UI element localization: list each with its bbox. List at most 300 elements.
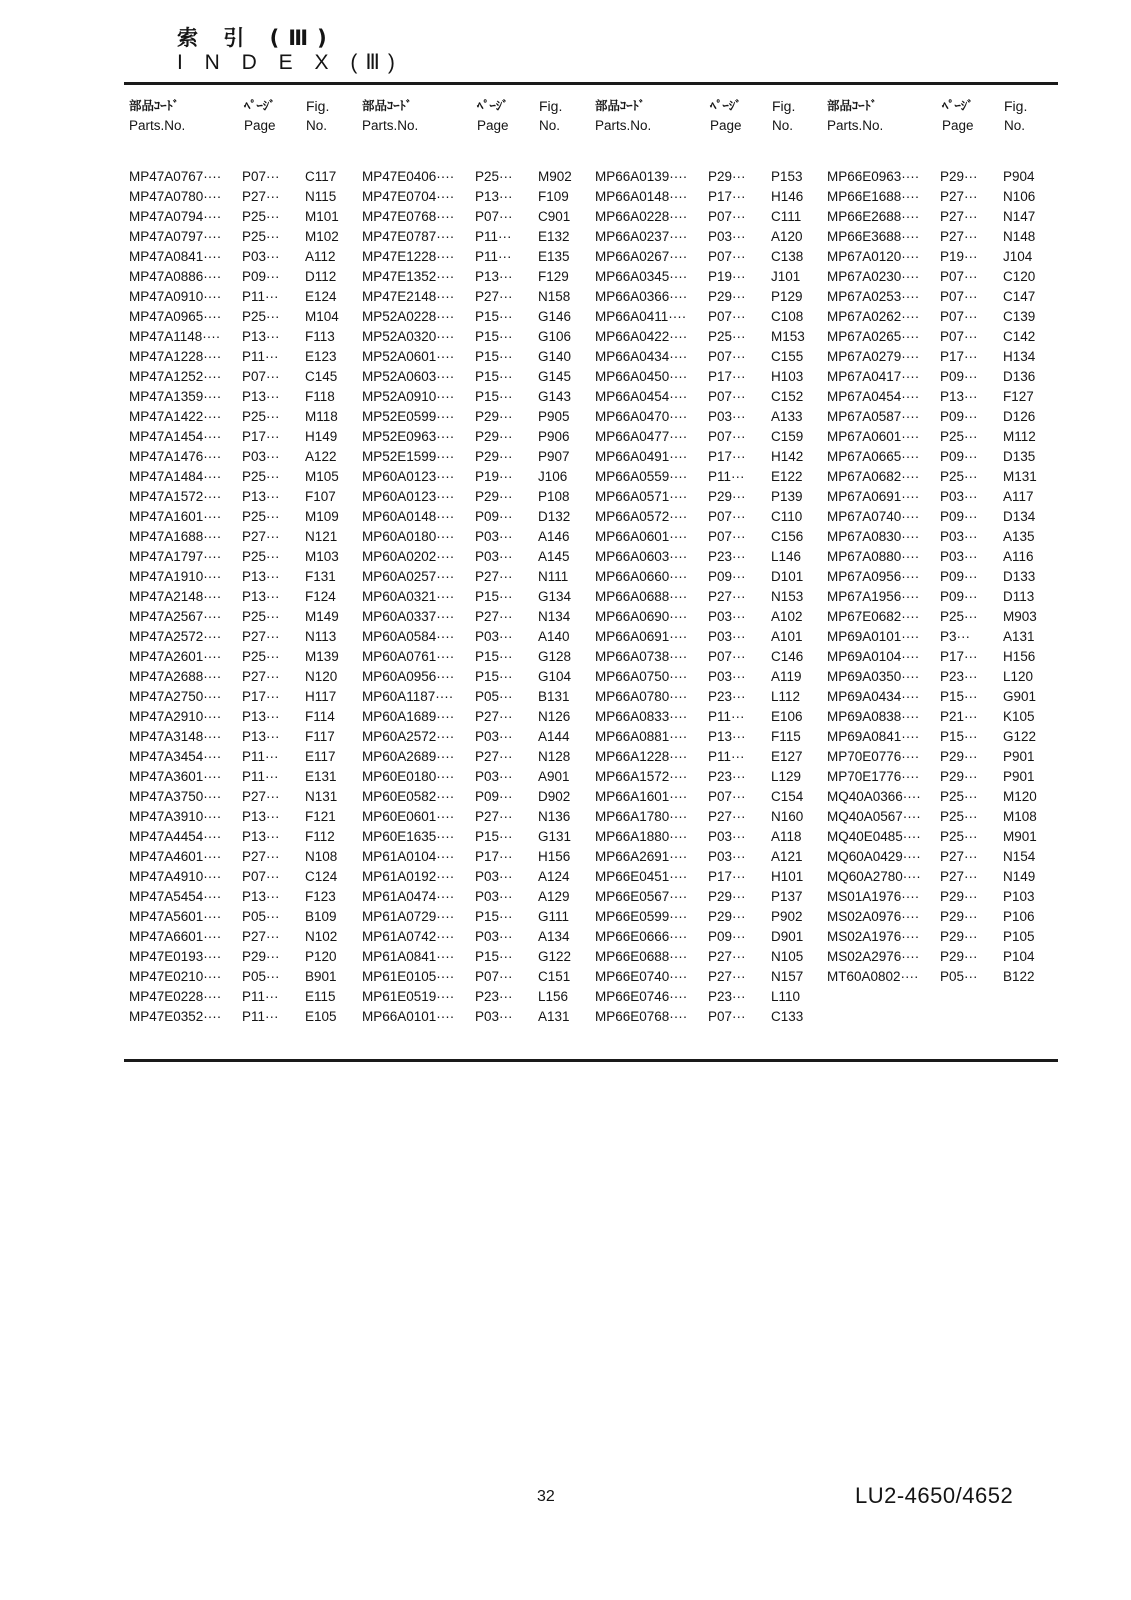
page-ref: P25··· <box>475 169 513 184</box>
page-ref: P23··· <box>708 689 746 704</box>
fig-ref: N126 <box>538 709 571 724</box>
fig-ref: C901 <box>538 209 571 224</box>
fig-ref: D126 <box>1003 409 1036 424</box>
fig-ref: P120 <box>305 949 337 964</box>
page-ref: P25··· <box>242 409 280 424</box>
fig-ref: F109 <box>538 189 569 204</box>
part-number: MP69A0434···· <box>827 689 920 704</box>
part-number: MP61E0105···· <box>362 969 455 984</box>
page-ref: P07··· <box>708 349 746 364</box>
fig-ref: A129 <box>538 889 570 904</box>
page-header <box>177 26 403 75</box>
page-ref: P11··· <box>708 469 745 484</box>
page-ref: P03··· <box>940 529 978 544</box>
part-number: MP47A2910···· <box>129 709 222 724</box>
page-ref: P03··· <box>708 829 746 844</box>
fig-ref: A116 <box>1003 549 1034 564</box>
part-number: MP47A1484···· <box>129 469 222 484</box>
part-number: MP47E1352···· <box>362 269 455 284</box>
page-ref: P25··· <box>242 649 280 664</box>
fig-ref: F129 <box>538 269 569 284</box>
page-ref: P09··· <box>475 789 513 804</box>
fig-ref: A133 <box>771 409 803 424</box>
part-number: MP66E3688···· <box>827 229 920 244</box>
fig-ref: A117 <box>1003 489 1034 504</box>
page-ref: P17··· <box>708 449 746 464</box>
top-rule <box>124 82 1058 85</box>
page-header-en: Page <box>942 118 974 133</box>
fig-ref: M153 <box>771 329 805 344</box>
fig-ref: P104 <box>1003 949 1035 964</box>
page-header-en: Page <box>477 118 509 133</box>
page-header-jp: ﾍﾟｰｼﾞ <box>942 98 974 113</box>
fig-ref: B901 <box>305 969 337 984</box>
page-ref: P13··· <box>242 489 280 504</box>
part-number: MP66A0345···· <box>595 269 688 284</box>
page-ref: P27··· <box>242 669 280 684</box>
page-ref: P15··· <box>475 589 513 604</box>
part-number: MP66A0572···· <box>595 509 688 524</box>
page-ref: P27··· <box>708 589 746 604</box>
fig-ref: E115 <box>305 989 336 1004</box>
part-number: MP66A0148···· <box>595 189 688 204</box>
fig-ref: E106 <box>771 709 803 724</box>
fig-ref: C146 <box>771 649 804 664</box>
part-number: MP47A6601···· <box>129 929 222 944</box>
fig-ref: N134 <box>538 609 571 624</box>
fig-ref: A101 <box>771 629 803 644</box>
fig-ref: G122 <box>1003 729 1037 744</box>
page-ref: P09··· <box>940 449 978 464</box>
page-ref: P03··· <box>708 669 746 684</box>
part-number: MP66A0559···· <box>595 469 688 484</box>
part-number: MP60A0123···· <box>362 489 455 504</box>
part-number: MP47A0965···· <box>129 309 222 324</box>
fig-ref: N158 <box>538 289 571 304</box>
part-number: MP47A3910···· <box>129 809 222 824</box>
part-number: MP67A0587···· <box>827 409 920 424</box>
part-number: MP66A0691···· <box>595 629 688 644</box>
page-ref: P13··· <box>242 329 280 344</box>
part-number: MQ40A0366···· <box>827 789 921 804</box>
fig-ref: N102 <box>305 929 338 944</box>
fig-ref: N113 <box>305 629 337 644</box>
page-ref: P07··· <box>708 389 746 404</box>
page-ref: P15··· <box>475 389 513 404</box>
fig-ref: G104 <box>538 669 572 684</box>
page-ref: P07··· <box>940 289 978 304</box>
fig-ref: D134 <box>1003 509 1036 524</box>
fig-ref: N120 <box>305 669 338 684</box>
page-ref: P07··· <box>708 209 746 224</box>
bottom-rule <box>124 1059 1058 1062</box>
page-ref: P27··· <box>475 289 513 304</box>
fig-ref: N147 <box>1003 209 1036 224</box>
fig-ref: F114 <box>305 709 335 724</box>
page-ref: P07··· <box>242 169 280 184</box>
page-ref: P25··· <box>242 229 280 244</box>
page-ref: P29··· <box>940 929 978 944</box>
fig-ref: A134 <box>538 929 570 944</box>
fig-ref: E131 <box>305 769 337 784</box>
part-number: MP67A0262···· <box>827 309 920 324</box>
fig-ref: A122 <box>305 449 337 464</box>
part-number: MP66A0237···· <box>595 229 688 244</box>
page-ref: P03··· <box>708 609 746 624</box>
page-ref: P11··· <box>708 709 745 724</box>
parts-header-en: Parts.No. <box>595 118 652 133</box>
fig-ref: N121 <box>305 529 338 544</box>
part-number: MP52A0603···· <box>362 369 455 384</box>
fig-ref: L129 <box>771 769 802 784</box>
part-number: MP47A5454···· <box>129 889 222 904</box>
page-ref: P15··· <box>940 729 978 744</box>
page-ref: P11··· <box>242 1009 279 1024</box>
fig-ref: L120 <box>1003 669 1034 684</box>
part-number: MP47A0780···· <box>129 189 222 204</box>
part-number: MP61A0742···· <box>362 929 455 944</box>
fig-ref: F112 <box>305 829 335 844</box>
part-number: MP67A0956···· <box>827 569 920 584</box>
part-number: MP60A2572···· <box>362 729 455 744</box>
fig-ref: M149 <box>305 609 339 624</box>
fig-ref: K105 <box>1003 709 1035 724</box>
fig-ref: D136 <box>1003 369 1036 384</box>
fig-ref: N160 <box>771 809 804 824</box>
fig-ref: N105 <box>771 949 804 964</box>
fig-ref: D902 <box>538 789 571 804</box>
part-number: MP67A0682···· <box>827 469 920 484</box>
page-ref: P19··· <box>940 249 978 264</box>
fig-ref: A119 <box>771 669 802 684</box>
fig-ref: M105 <box>305 469 339 484</box>
part-number: MP52A0228···· <box>362 309 455 324</box>
part-number: MP47A3750···· <box>129 789 222 804</box>
fig-ref: P153 <box>771 169 803 184</box>
page-ref: P03··· <box>242 449 280 464</box>
page-ref: P03··· <box>475 729 513 744</box>
fig-ref: A144 <box>538 729 570 744</box>
fig-ref: H156 <box>538 849 571 864</box>
fig-ref: P137 <box>771 889 803 904</box>
fig-header-en: No. <box>539 118 561 133</box>
part-number: MP69A0838···· <box>827 709 920 724</box>
part-number: MP67A0230···· <box>827 269 920 284</box>
part-number: MP47A1454···· <box>129 429 222 444</box>
page-header-en: Page <box>244 118 276 133</box>
page-ref: P25··· <box>242 469 280 484</box>
fig-ref: G111 <box>538 909 570 924</box>
part-number: MP66A1228···· <box>595 749 688 764</box>
fig-ref: P902 <box>771 909 803 924</box>
fig-ref: E105 <box>305 1009 337 1024</box>
part-number: MP60A0321···· <box>362 589 455 604</box>
fig-ref: G128 <box>538 649 572 664</box>
part-number: MS02A1976···· <box>827 929 920 944</box>
part-number: MP66A1780···· <box>595 809 688 824</box>
part-number: MP66E0740···· <box>595 969 688 984</box>
page-ref: P29··· <box>940 769 978 784</box>
fig-ref: N153 <box>771 589 804 604</box>
page-ref: P07··· <box>708 309 746 324</box>
part-number: MP52E0599···· <box>362 409 455 424</box>
part-number: MP47A1422···· <box>129 409 222 424</box>
fig-ref: H146 <box>771 189 804 204</box>
fig-ref: J101 <box>771 269 801 284</box>
page-ref: P07··· <box>242 369 280 384</box>
page-ref: P25··· <box>940 809 978 824</box>
part-number: MP70E0776···· <box>827 749 920 764</box>
page-ref: P29··· <box>475 409 513 424</box>
page-ref: P17··· <box>940 649 978 664</box>
fig-ref: C152 <box>771 389 804 404</box>
part-number: MP60A0202···· <box>362 549 455 564</box>
page-ref: P29··· <box>708 289 746 304</box>
page-ref: P27··· <box>242 789 280 804</box>
part-number: MP47A1359···· <box>129 389 222 404</box>
fig-ref: P139 <box>771 489 803 504</box>
fig-ref: D113 <box>1003 589 1035 604</box>
fig-ref: A135 <box>1003 529 1035 544</box>
part-number: MP47A2567···· <box>129 609 222 624</box>
fig-ref: E135 <box>538 249 570 264</box>
part-number: MP47E2148···· <box>362 289 455 304</box>
page-ref: P09··· <box>708 929 746 944</box>
fig-ref: P907 <box>538 449 570 464</box>
page-ref: P27··· <box>940 229 978 244</box>
column-header <box>595 95 827 145</box>
page-ref: P25··· <box>242 209 280 224</box>
parts-header-en: Parts.No. <box>129 118 186 133</box>
part-number: MP66A1601···· <box>595 789 688 804</box>
part-number: MP66A1572···· <box>595 769 688 784</box>
part-number: MP66A0477···· <box>595 429 688 444</box>
page-ref: P27··· <box>940 869 978 884</box>
page-ref: P29··· <box>940 909 978 924</box>
fig-ref: F117 <box>305 729 335 744</box>
part-number: MP66A0780···· <box>595 689 688 704</box>
part-number: MP67A0279···· <box>827 349 920 364</box>
part-number: MP47A0910···· <box>129 289 222 304</box>
part-number: MP66A0601···· <box>595 529 688 544</box>
index-column-3 <box>595 95 827 1024</box>
fig-ref: E123 <box>305 349 337 364</box>
fig-ref: P106 <box>1003 909 1035 924</box>
part-number: MP66E1688···· <box>827 189 920 204</box>
index-column-4 <box>827 95 1059 984</box>
page-ref: P07··· <box>475 209 513 224</box>
part-number: MP60A0956···· <box>362 669 455 684</box>
fig-ref: L146 <box>771 549 802 564</box>
page-ref: P15··· <box>475 349 513 364</box>
fig-ref: M104 <box>305 309 339 324</box>
part-number: MP60A0337···· <box>362 609 455 624</box>
part-number: MP69A0841···· <box>827 729 920 744</box>
column-header <box>129 95 361 145</box>
page-ref: P27··· <box>475 709 513 724</box>
fig-ref: N131 <box>305 789 338 804</box>
part-number: MP67A0740···· <box>827 509 920 524</box>
part-number: MP47A1572···· <box>129 489 222 504</box>
fig-ref: P906 <box>538 429 570 444</box>
parts-header-jp: 部品ｺｰﾄﾞ <box>362 98 413 113</box>
page-ref: P03··· <box>475 529 513 544</box>
page-ref: P09··· <box>242 269 280 284</box>
page-ref: P23··· <box>708 769 746 784</box>
fig-ref: G134 <box>538 589 572 604</box>
fig-ref: P901 <box>1003 749 1035 764</box>
part-number: MP70E1776···· <box>827 769 920 784</box>
page-ref: P17··· <box>242 689 280 704</box>
fig-ref: C145 <box>305 369 338 384</box>
page-ref: P09··· <box>475 509 513 524</box>
fig-ref: M903 <box>1003 609 1037 624</box>
page-ref: P29··· <box>708 489 746 504</box>
fig-ref: C110 <box>771 509 803 524</box>
part-number: MP66A0491···· <box>595 449 688 464</box>
page-ref: P27··· <box>475 569 513 584</box>
fig-header-jp: Fig. <box>306 98 330 114</box>
part-number: MP60A0761···· <box>362 649 455 664</box>
part-number: MP67A0691···· <box>827 489 920 504</box>
page-ref: P09··· <box>940 589 978 604</box>
fig-ref: C154 <box>771 789 804 804</box>
part-number: MP61A0192···· <box>362 869 455 884</box>
page-ref: P25··· <box>242 609 280 624</box>
part-number: MP66A0450···· <box>595 369 688 384</box>
fig-ref: M108 <box>1003 809 1037 824</box>
fig-ref: F118 <box>305 389 335 404</box>
page-ref: P23··· <box>475 989 513 1004</box>
page-ref: P25··· <box>242 549 280 564</box>
page-ref: P27··· <box>242 929 280 944</box>
fig-ref: M101 <box>305 209 339 224</box>
part-number: MP47A1476···· <box>129 449 222 464</box>
page-ref: P29··· <box>940 949 978 964</box>
page-ref: P03··· <box>475 629 513 644</box>
part-number: MP66A0228···· <box>595 209 688 224</box>
page-header-jp: ﾍﾟｰｼﾞ <box>477 98 509 113</box>
page-header-jp: ﾍﾟｰｼﾞ <box>244 98 276 113</box>
fig-ref: C120 <box>1003 269 1036 284</box>
page-ref: P11··· <box>242 989 279 1004</box>
page-ref: P13··· <box>242 829 280 844</box>
fig-ref: F121 <box>305 809 336 824</box>
part-number: MP69A0104···· <box>827 649 920 664</box>
fig-ref: P901 <box>1003 769 1035 784</box>
fig-ref: F113 <box>305 329 335 344</box>
page-ref: P15··· <box>475 949 513 964</box>
page-ref: P03··· <box>475 769 513 784</box>
part-number: MP66A0454···· <box>595 389 688 404</box>
page-ref: P29··· <box>940 889 978 904</box>
fig-ref: C147 <box>1003 289 1036 304</box>
page-ref: P07··· <box>708 529 746 544</box>
fig-ref: D112 <box>305 269 337 284</box>
fig-header-jp: Fig. <box>539 98 563 114</box>
fig-ref: D135 <box>1003 449 1036 464</box>
fig-ref: M120 <box>1003 789 1037 804</box>
fig-ref: A131 <box>538 1009 570 1024</box>
part-number: MP60E1635···· <box>362 829 455 844</box>
fig-ref: H156 <box>1003 649 1036 664</box>
page-ref: P11··· <box>475 249 512 264</box>
part-number: MP47A2601···· <box>129 649 222 664</box>
fig-ref: A120 <box>771 229 803 244</box>
parts-header-jp: 部品ｺｰﾄﾞ <box>827 98 878 113</box>
fig-header-en: No. <box>306 118 328 133</box>
fig-ref: P904 <box>1003 169 1035 184</box>
parts-header-jp: 部品ｺｰﾄﾞ <box>595 98 646 113</box>
page-ref: P29··· <box>940 749 978 764</box>
part-number: MP47A0797···· <box>129 229 222 244</box>
page-number: 32 <box>537 1488 555 1505</box>
page-ref: P13··· <box>940 389 978 404</box>
page-ref: P17··· <box>940 349 978 364</box>
page-ref: P13··· <box>242 569 280 584</box>
part-number: MP66A0267···· <box>595 249 688 264</box>
page-ref: P03··· <box>242 249 280 264</box>
fig-ref: D101 <box>771 569 804 584</box>
part-number: MP47A2688···· <box>129 669 222 684</box>
fig-ref: H142 <box>771 449 804 464</box>
part-number: MP66A0881···· <box>595 729 688 744</box>
fig-ref: M902 <box>538 169 572 184</box>
page-ref: P21··· <box>940 709 978 724</box>
fig-ref: G140 <box>538 349 572 364</box>
page-ref: P13··· <box>242 889 280 904</box>
fig-ref: A124 <box>538 869 570 884</box>
page-ref: P27··· <box>475 609 513 624</box>
page-ref: P07··· <box>940 269 978 284</box>
part-number: MP47A1797···· <box>129 549 222 564</box>
parts-header-jp: 部品ｺｰﾄﾞ <box>129 98 180 113</box>
page-ref: P07··· <box>708 429 746 444</box>
page-ref: P09··· <box>708 569 746 584</box>
part-number: MP66E0688···· <box>595 949 688 964</box>
fig-ref: A901 <box>538 769 570 784</box>
page-ref: P27··· <box>708 809 746 824</box>
fig-ref: M103 <box>305 549 339 564</box>
page-header-en: Page <box>710 118 742 133</box>
page-ref: P27··· <box>940 849 978 864</box>
fig-ref: C142 <box>1003 329 1036 344</box>
part-number: MP60E0180···· <box>362 769 455 784</box>
page-ref: P15··· <box>475 309 513 324</box>
fig-ref: P103 <box>1003 889 1035 904</box>
fig-ref: H117 <box>305 689 337 704</box>
part-number: MP60A2689···· <box>362 749 455 764</box>
fig-ref: G146 <box>538 309 572 324</box>
page-ref: P17··· <box>708 869 746 884</box>
fig-ref: C155 <box>771 349 804 364</box>
page-ref: P05··· <box>242 909 280 924</box>
column-header <box>827 95 1059 145</box>
page-ref: P11··· <box>242 349 279 364</box>
fig-ref: A112 <box>305 249 336 264</box>
part-number: MP47A5601···· <box>129 909 222 924</box>
fig-ref: M901 <box>1003 829 1037 844</box>
part-number: MP47A1228···· <box>129 349 222 364</box>
part-number: MP67A0417···· <box>827 369 920 384</box>
part-number: MP60A0148···· <box>362 509 455 524</box>
page-ref: P27··· <box>475 749 513 764</box>
page-ref: P29··· <box>708 889 746 904</box>
fig-header-en: No. <box>772 118 794 133</box>
page-ref: P07··· <box>242 869 280 884</box>
part-number: MP60A0180···· <box>362 529 455 544</box>
page-ref: P25··· <box>242 509 280 524</box>
